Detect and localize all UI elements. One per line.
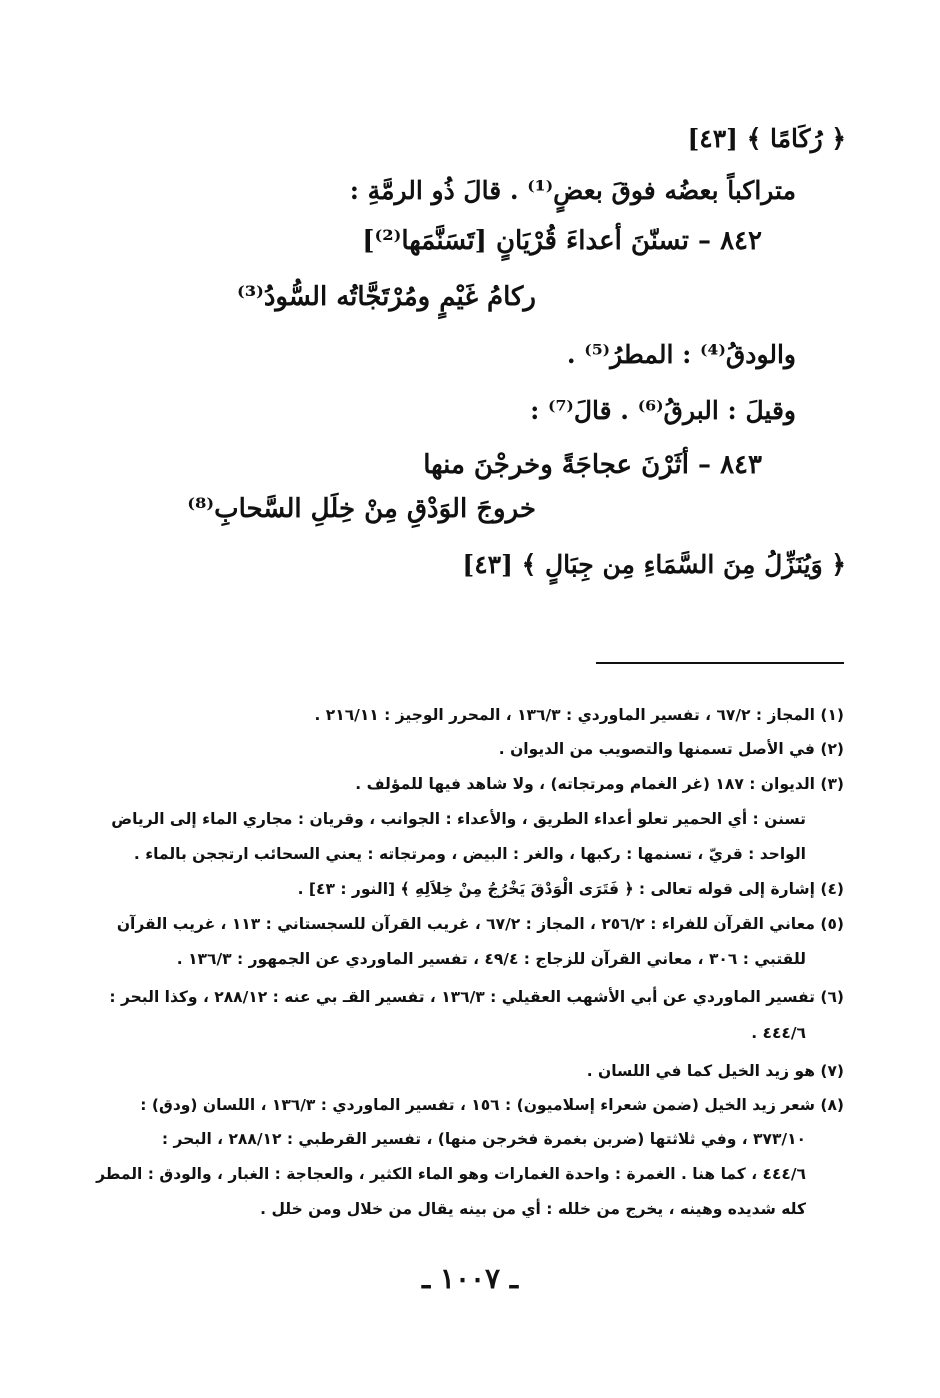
quran-heading-yunazzil: ﴿ وَيُنَزِّلُ مِنَ السَّمَاءِ مِن جِبَالٍ ﴾ [٤٣] [462,550,846,579]
footnote-1: (١) المجاز : ٦٧/٢ ، تفسير الماوردي : ١٣٦/٣ ، المحرر الوجيز : ٢١٦/١١ . [314,706,844,724]
footnote-divider [596,662,844,664]
barq-definition: وقيلَ : البرقُ⁽⁶⁾ . قالَ⁽⁷⁾ : [530,396,796,425]
footnote-6: (٦) تفسير الماوردي عن أبي الأشهب العقيلي : ١٣٦/٣ ، تفسير القـ بي عنه : ٢٨٨/١٢ ، وكذا البحر : [109,988,844,1006]
footnote-6-continuation: ٤٤٤/٦ . [751,1024,806,1042]
poem-843-second-half: خروجَ الوَدْقِ مِنْ خِلَلِ السَّحابِ⁽⁸⁾ [187,494,536,524]
footnote-7: (٧) هو زيد الخيل كما في اللسان . [586,1062,844,1080]
footnote-3-continuation: تسنن : أي الحمير تعلو أعداء الطريق ، والأعداء : الجوانب ، وقريان : مجاري الماء إلى الرياض [111,810,806,828]
footnote-2: (٢) في الأصل تسمنها والتصويب من الديوان . [498,740,844,758]
footnote-8-continuation: ٤٤٤/٦ ، كما هنا . الغمرة : واحدة الغمارات وهو الماء الكثير ، والعجاجة : الغبار ، والودق : المطر [96,1165,806,1183]
footnote-3: (٣) الديوان : ١٨٧ (غر الغمام ومرتجاته) ، ولا شاهد فيها للمؤلف . [355,775,844,793]
definition-line: متراكباً بعضُه فوقَ بعضٍ⁽¹⁾ . قالَ ذُو الرمَّةِ : [349,176,796,205]
footnote-8-continuation: كله شديده وهينه ، يخرج من خلله : أي من بينه يقال من خلال ومن خلل . [260,1200,806,1218]
quran-heading-rukaman: ﴿ رُكَامًا ﴾ [٤٣] [687,124,846,153]
footnote-4: (٤) إشارة إلى قوله تعالى : ﴿ فَتَرَى الْوَدْقَ يَخْرُجُ مِنْ خِلاَلِهِ ﴾ [النور : ٤٣] . [297,880,844,898]
poem-843-first-half: ٨٤٣ – أثَرْنَ عجاجَةً وخرجْنَ منها [423,450,762,480]
footnote-3-continuation: الواحد : قريّ ، تسنمها : ركبها ، والغر : البيض ، ومرتجاته : يعني السحائب ارتججن بالماء . [133,845,806,863]
footnote-5: (٥) معاني القرآن للفراء : ٢٥٦/٢ ، المجاز : ٦٧/٢ ، غريب القرآن للسجستاني : ١١٣ ، غريب القرآن [116,915,844,933]
wadq-definition: والودقُ⁽⁴⁾ : المطرُ⁽⁵⁾ . [566,340,796,369]
footnote-8: (٨) شعر زيد الخيل (ضمن شعراء إسلاميون) : ١٥٦ ، تفسير الماوردي : ١٣٦/٣ ، اللسان (ودق) : [140,1096,844,1114]
footnote-5-continuation: للقتبي : ٣٠٦ ، معاني القرآن للزجاج : ٤٩/٤ ، تفسير الماوردي عن الجمهور : ١٣٦/٣ . [176,950,806,968]
poem-842-first-half: ٨٤٢ – تسنّنَ أعداءَ قُرْيَانٍ [تَسَنَّمَها⁽²⁾] [362,226,762,256]
page-number: ـ ١٠٠٧ ـ [421,1262,519,1295]
poem-842-second-half: ركامُ غَيْمٍ ومُرْتَجَّاتُه السُّودُ⁽³⁾ [236,282,536,312]
footnote-8-continuation: ٣٧٣/١٠ ، وفي ثلاثتها (ضربن بغمرة فخرجن منها) ، تفسير القرطبي : ٢٨٨/١٢ ، البحر : [161,1130,806,1148]
